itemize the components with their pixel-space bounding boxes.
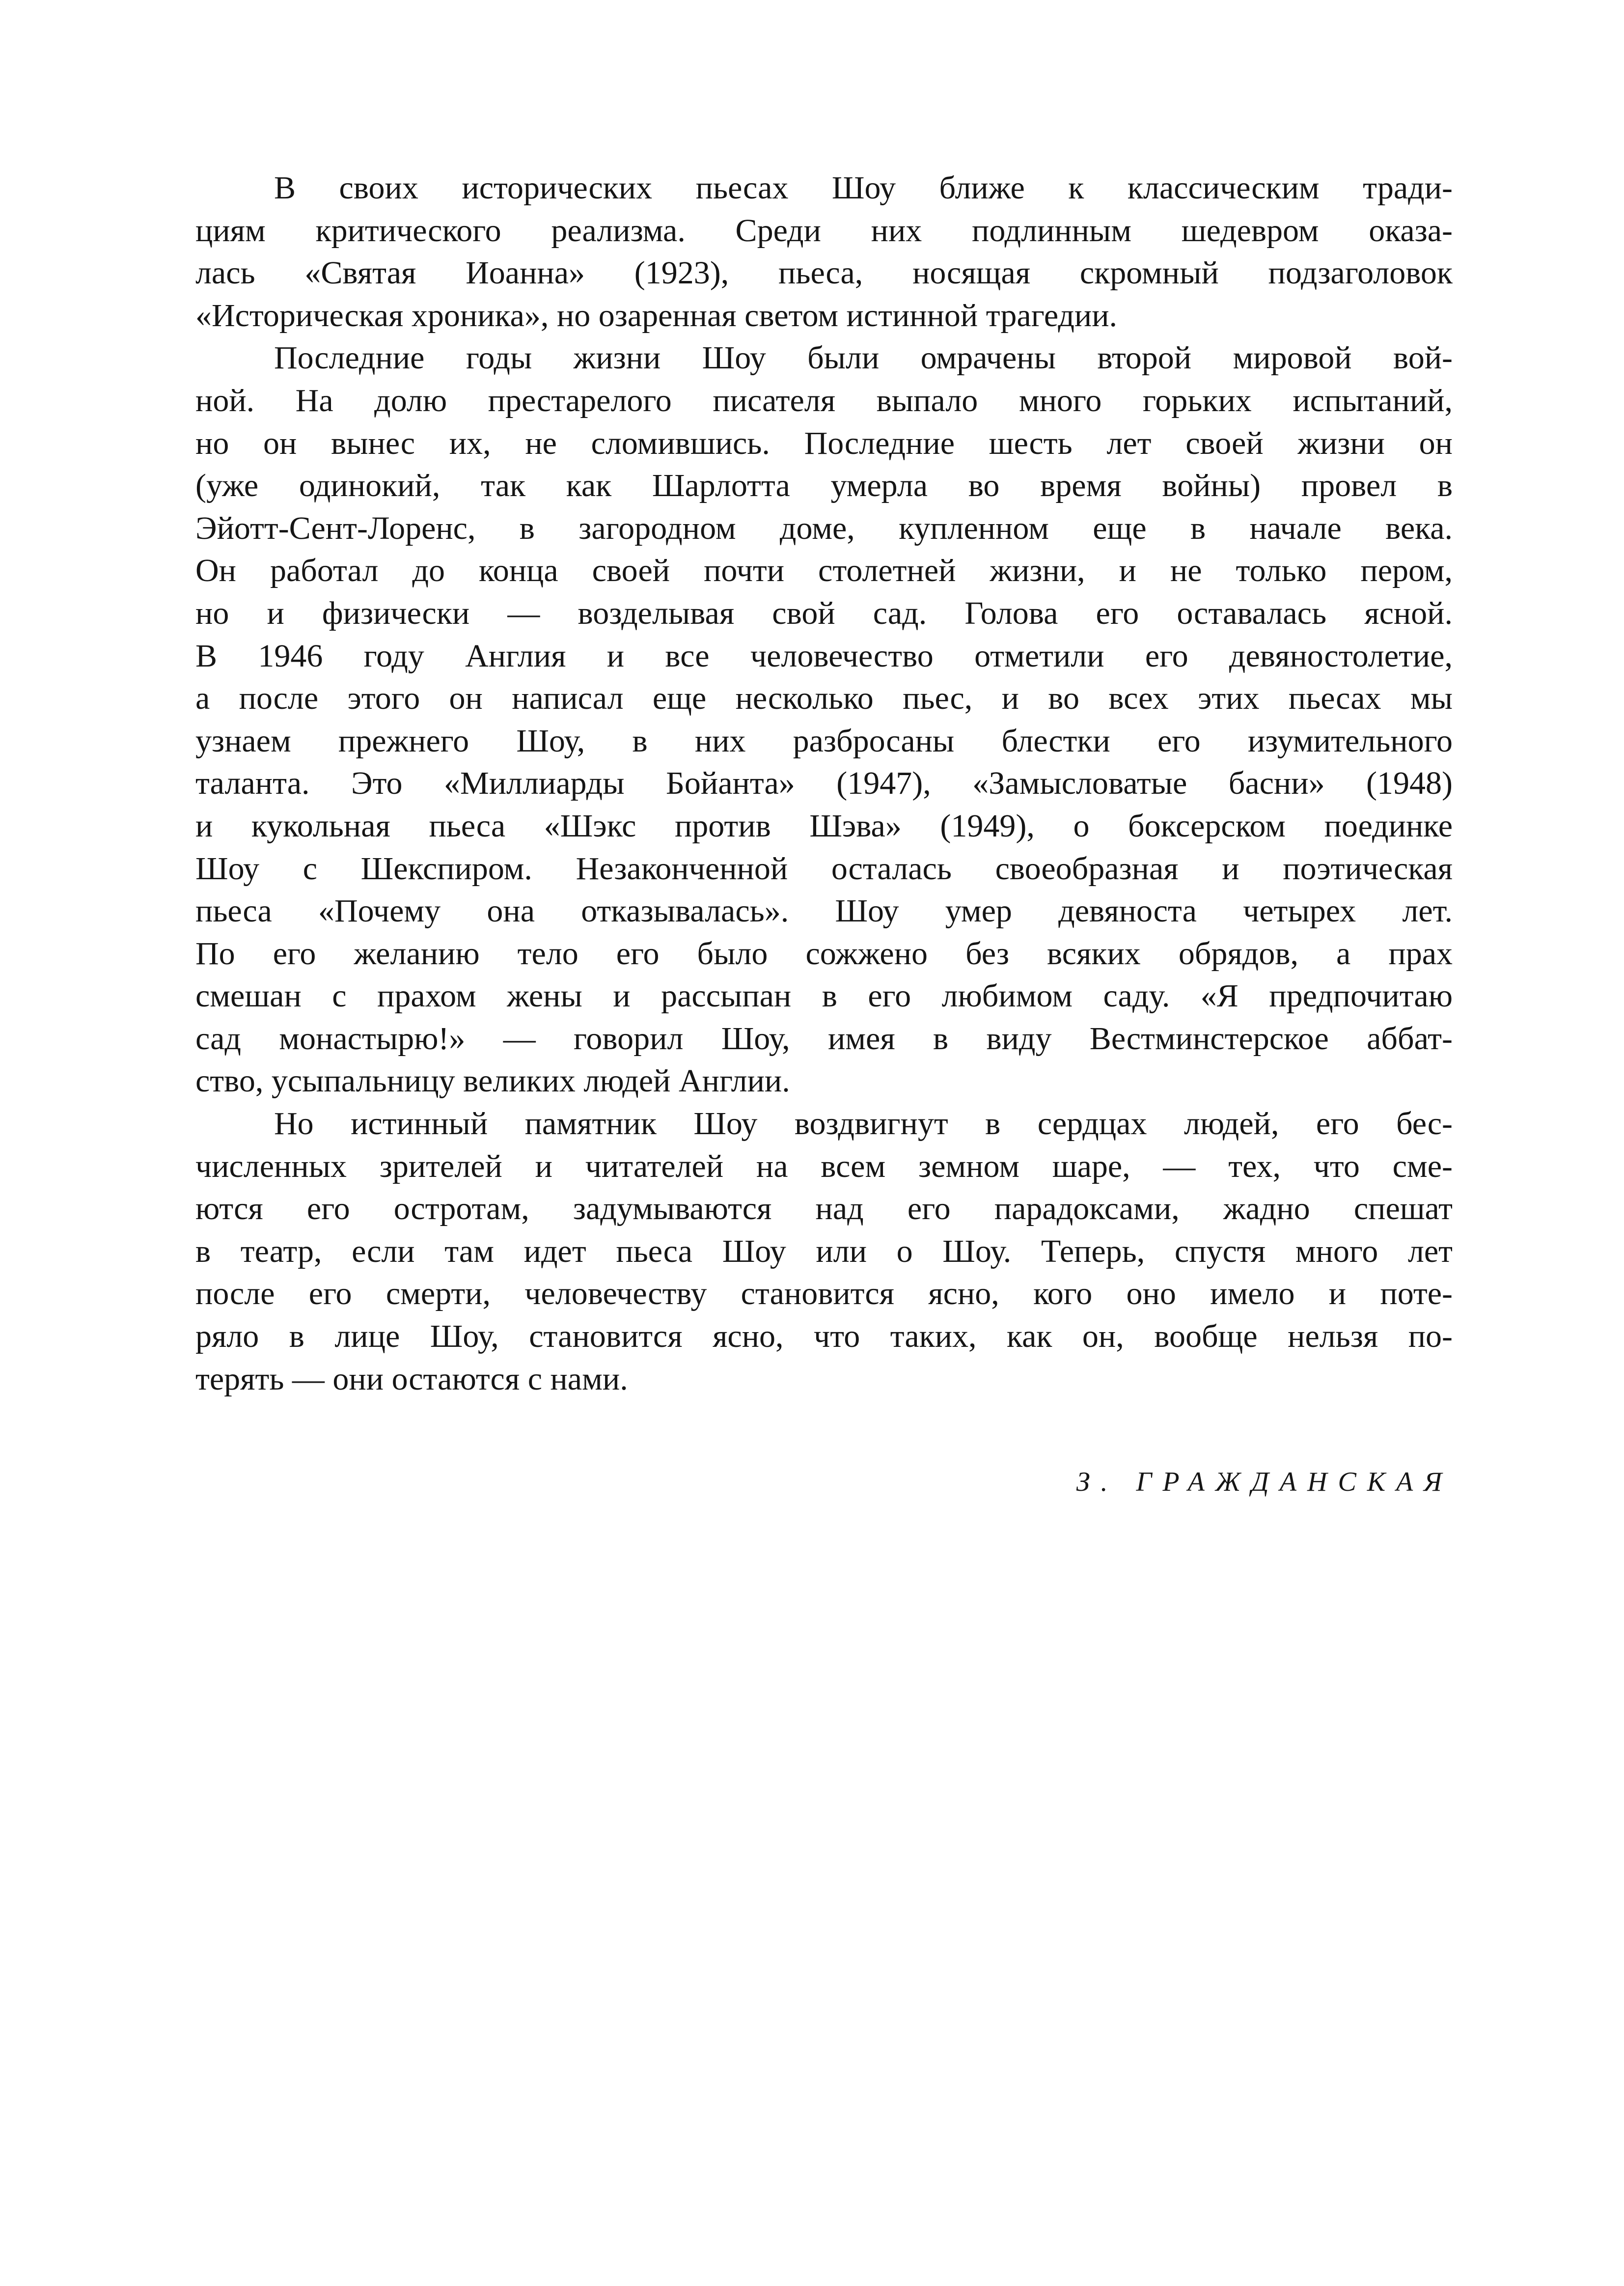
text-line: узнаем прежнего Шоу, в них разбросаны блестки его изумительного — [195, 723, 1453, 759]
author-signature: З. ГРАЖДАНСКАЯ — [1076, 1467, 1453, 1497]
text-line: Эйотт-Сент-Лоренс, в загородном доме, купленном еще в начале века. — [195, 510, 1453, 546]
text-line: По его желанию тело его было сожжено без всяких обрядов, а прах — [195, 935, 1453, 972]
paragraph-2 — [195, 337, 1453, 1103]
text-line: сад монастырю!» — говорил Шоу, имея в виду Вестминстерское аббат- — [195, 1020, 1453, 1057]
text-line: терять — они остаются с нами. — [195, 1361, 628, 1397]
page-body — [195, 167, 1453, 1497]
text-line: а после этого он написал еще несколько пьес, и во всех этих пьесах мы — [195, 680, 1453, 717]
text-line: после его смерти, человечеству становится ясно, кого оно имело и поте- — [195, 1276, 1453, 1312]
text-line: циям критического реализма. Среди них подлинным шедевром оказа- — [195, 212, 1453, 249]
text-line: численных зрителей и читателей на всем земном шаре, — тех, что сме- — [195, 1148, 1453, 1184]
text-line: (уже одинокий, так как Шарлотта умерла во время войны) провел в — [195, 468, 1453, 504]
text-line: ряло в лице Шоу, становится ясно, что таких, как он, вообще нельзя по- — [195, 1318, 1453, 1355]
text-line: лась «Святая Иоанна» (1923), пьеса, носящая скромный подзаголовок — [195, 255, 1453, 291]
text-line: таланта. Это «Миллиарды Бойанта» (1947), «Замысловатые басни» (1948) — [195, 765, 1453, 802]
text-line: В своих исторических пьесах Шоу ближе к классическим тради- — [274, 170, 1453, 206]
text-line: ство, усыпальницу великих людей Англии. — [195, 1063, 790, 1099]
text-line: но и физически — возделывая свой сад. Голова его оставалась ясной. — [195, 595, 1453, 631]
text-line: «Историческая хроника», но озаренная светом истинной трагедии. — [195, 297, 1118, 334]
paragraph-3 — [195, 1103, 1453, 1400]
text-line: Шоу с Шекспиром. Незаконченной осталась своеобразная и поэтическая — [195, 850, 1453, 887]
text-line: в театр, если там идет пьеса Шоу или о Шоу. Теперь, спустя много лет — [195, 1233, 1453, 1269]
text-line: пьеса «Почему она отказывалась». Шоу умер девяноста четырех лет. — [195, 893, 1453, 929]
text-line: В 1946 году Англия и все человечество отметили его девяностолетие, — [195, 638, 1453, 674]
text-line: смешан с прахом жены и рассыпан в его любимом саду. «Я предпочитаю — [195, 978, 1453, 1014]
text-line: и кукольная пьеса «Шэкс против Шэва» (1949), о боксерском поединке — [195, 808, 1453, 844]
text-line: Он работал до конца своей почти столетней жизни, и не только пером, — [195, 553, 1453, 589]
text-line: Но истинный памятник Шоу воздвигнут в сердцах людей, его бес- — [274, 1106, 1453, 1142]
text-line: ной. На долю престарелого писателя выпало много горьких испытаний, — [195, 382, 1453, 418]
text-line: но он вынес их, не сломившись. Последние шесть лет своей жизни он — [195, 425, 1453, 461]
text-line: ются его остротам, задумываются над его парадоксами, жадно спешат — [195, 1191, 1453, 1227]
text-line: Последние годы жизни Шоу были омрачены второй мировой вой- — [274, 340, 1453, 376]
paragraph-1 — [195, 167, 1453, 337]
